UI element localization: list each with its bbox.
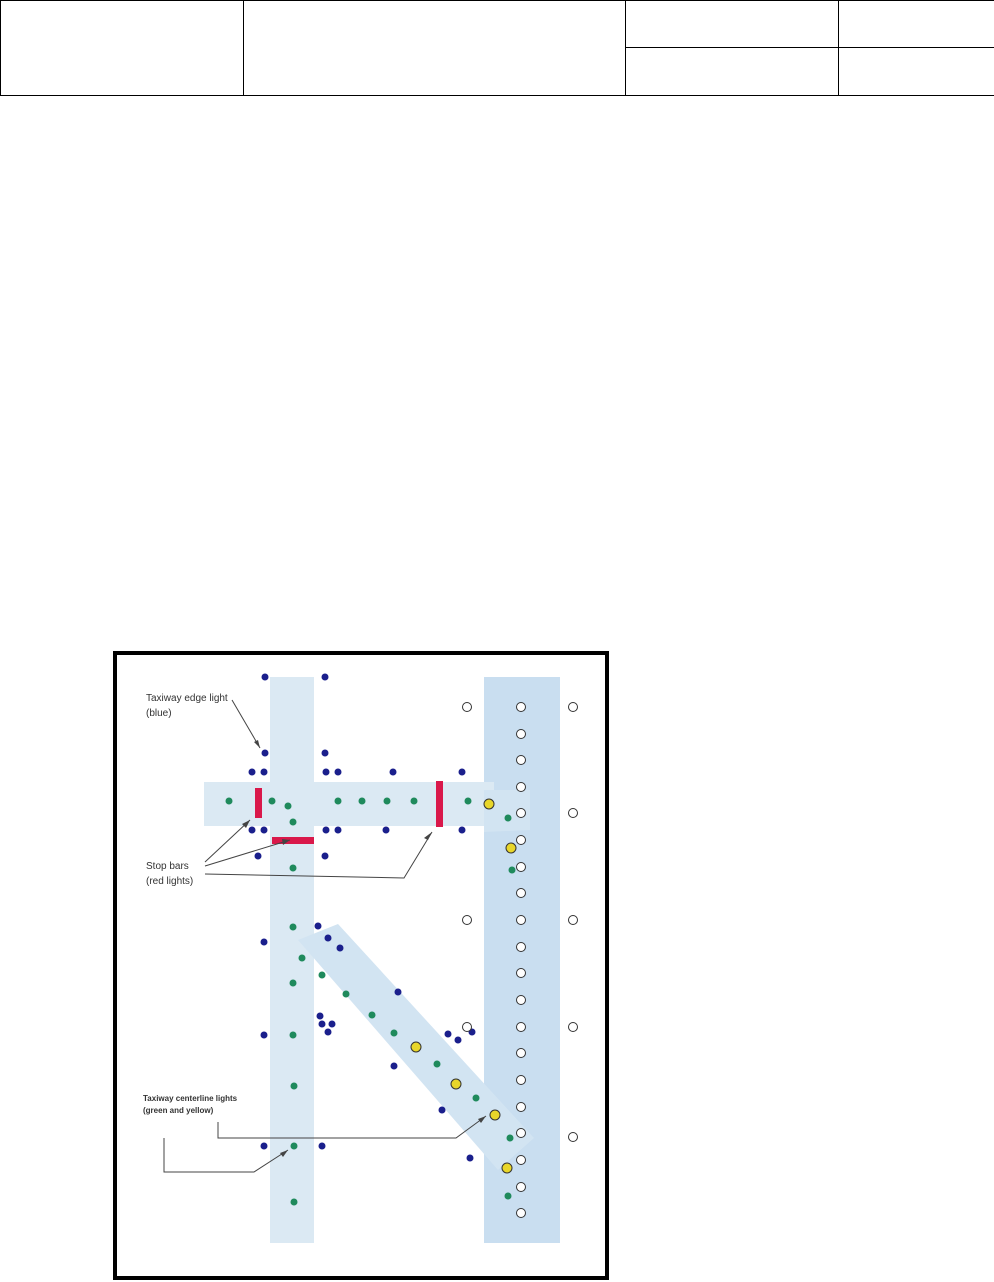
edge-light [325,935,332,942]
centerline-light-green [269,798,276,805]
runway-edge-light [463,916,472,925]
centerline-light-yellow [506,843,516,853]
edge-light [337,945,344,952]
runway-centerline-light [517,1023,526,1032]
centerline-light-green [290,865,297,872]
edge-light [249,769,256,776]
runway-centerline-light [517,1103,526,1112]
centerline-light-green [411,798,418,805]
edge-light [262,674,269,681]
centerline-light-green [505,1193,512,1200]
edge-light-label-sub: (blue) [146,708,172,719]
edge-light [439,1107,446,1114]
edge-light [323,827,330,834]
centerline-light-green [291,1143,298,1150]
runway-edge-light [569,1133,578,1142]
stop-bars-label: Stop bars [146,861,189,872]
centerline-light-yellow [502,1163,512,1173]
runway-edge-light [569,1023,578,1032]
edge-light [249,827,256,834]
centerline-light-green [335,798,342,805]
edge-light [261,827,268,834]
header-cell-6 [839,48,994,96]
runway-centerline-light [517,809,526,818]
edge-light [319,1021,326,1028]
edge-light [261,769,268,776]
centerline-light-green [290,1032,297,1039]
centerline-light-green [391,1030,398,1037]
edge-light [323,769,330,776]
runway-centerline-light [517,863,526,872]
centerline-label-sub: (green and yellow) [143,1106,214,1115]
edge-light [322,853,329,860]
centerline-light-green [359,798,366,805]
stop-bar [255,788,262,818]
edge-light [335,769,342,776]
runway-centerline-light [517,943,526,952]
edge-light [322,750,329,757]
stop-bars-label-sub: (red lights) [146,876,194,887]
edge-light-label: Taxiway edge light [146,693,228,704]
runway-centerline-light [517,836,526,845]
edge-light [395,989,402,996]
edge-light [317,1013,324,1020]
centerline-light-green [343,991,350,998]
edge-light [467,1155,474,1162]
header-cell-3 [626,1,839,48]
taxiway-lighting-figure [113,651,609,1280]
runway-centerline-light [517,1129,526,1138]
taxiway-lighting-diagram [117,655,605,1276]
centerline-light-green [290,819,297,826]
edge-light [455,1037,462,1044]
edge-light [335,827,342,834]
centerline-light-yellow [490,1110,500,1120]
edge-light [391,1063,398,1070]
centerline-light-yellow [411,1042,421,1052]
edge-light [329,1021,336,1028]
runway-centerline-light [517,996,526,1005]
runway-edge-light [569,703,578,712]
stop-bar [272,837,314,844]
header-cell-2 [244,1,626,96]
edge-light [383,827,390,834]
centerline-light-green [319,972,326,979]
taxiway-vertical [270,677,314,1243]
edge-light [261,939,268,946]
runway-centerline-light [517,756,526,765]
centerline-light-green [290,924,297,931]
centerline-light-green [290,980,297,987]
runway-edge-light [569,809,578,818]
header-cell-4 [839,1,994,48]
centerline-light-green [226,798,233,805]
runway-centerline-light [517,916,526,925]
centerline-light-green [285,803,292,810]
edge-light [261,1032,268,1039]
centerline-light-green [509,867,516,874]
edge-light [322,674,329,681]
edge-light [445,1031,452,1038]
edge-light [262,750,269,757]
runway-centerline-light [517,889,526,898]
edge-light [459,827,466,834]
centerline-light-green [505,815,512,822]
taxiway-horizontal [204,782,494,826]
edge-light [459,769,466,776]
centerline-light-green [434,1061,441,1068]
edge-light [261,1143,268,1150]
runway-centerline-light [517,1076,526,1085]
header-cell-5 [626,48,839,96]
runway-centerline-light [517,730,526,739]
runway-edge-light [569,916,578,925]
centerline-light-green [507,1135,514,1142]
runway-centerline-light [517,1183,526,1192]
document-header-table [0,0,994,96]
centerline-label: Taxiway centerline lights [143,1094,238,1103]
centerline-light-green [299,955,306,962]
centerline-light-green [369,1012,376,1019]
centerline-light-green [291,1199,298,1206]
centerline-light-green [384,798,391,805]
edge-light [255,853,262,860]
runway-centerline-light [517,969,526,978]
edge-light [325,1029,332,1036]
stop-bar [436,781,443,827]
centerline-light-green [465,798,472,805]
runway-centerline-light [517,1209,526,1218]
edge-light [315,923,322,930]
edge-light [319,1143,326,1150]
runway-edge-light [463,703,472,712]
runway-edge-light [463,1023,472,1032]
runway-centerline-light [517,703,526,712]
centerline-light-green [473,1095,480,1102]
runway-centerline-light [517,1156,526,1165]
runway-centerline-light [517,783,526,792]
runway-centerline-light [517,1049,526,1058]
centerline-light-yellow [484,799,494,809]
edge-light [390,769,397,776]
header-cell-1 [1,1,244,96]
centerline-light-yellow [451,1079,461,1089]
centerline-light-green [291,1083,298,1090]
